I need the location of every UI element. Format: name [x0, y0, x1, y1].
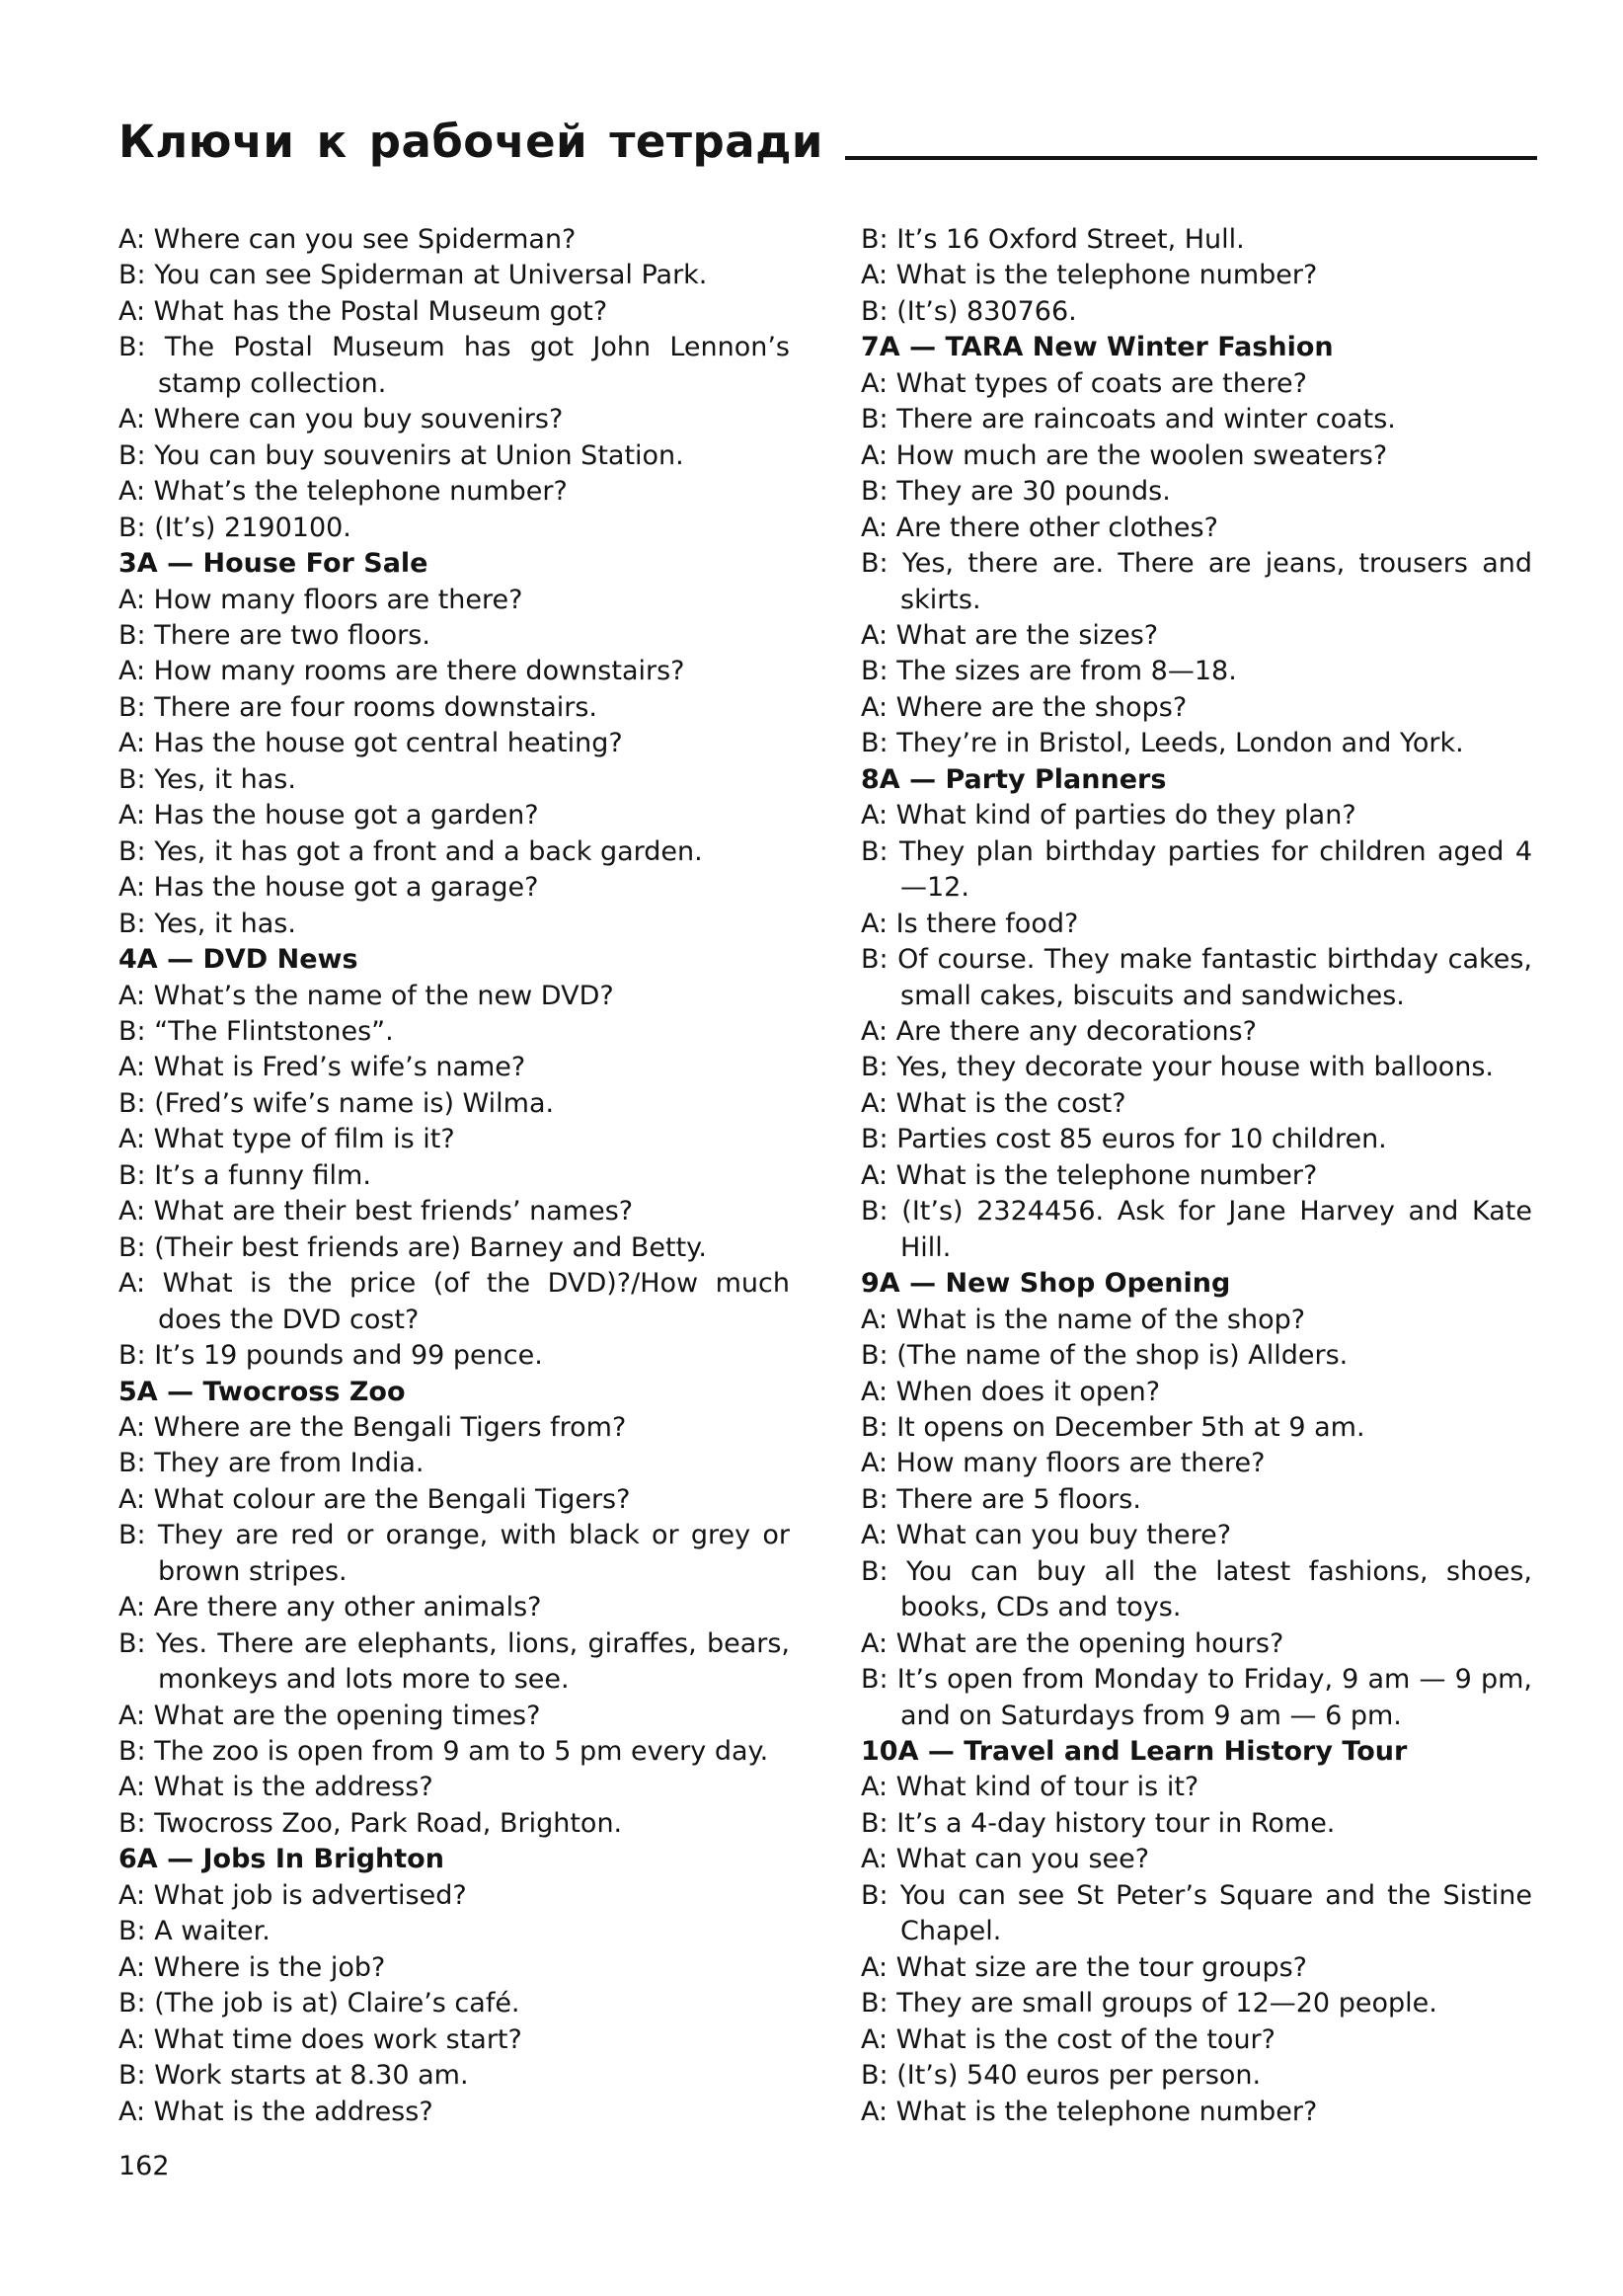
page-title: Ключи к рабочей тетради: [118, 116, 823, 168]
section-heading: 5A — Twocross Zoo: [118, 1376, 406, 1407]
dialogue-line: B: Yes, they decorate your house with balloons.: [861, 1052, 1495, 1083]
dialogue-line: A: Where are the Bengali Tigers from?: [118, 1411, 627, 1443]
dialogue-line: B: (Fred’s wife’s name is) Wilma.: [118, 1087, 555, 1119]
dialogue-line: A: What is the address?: [118, 2096, 433, 2127]
dialogue-line: A: Has the house got central heating?: [118, 728, 623, 759]
dialogue-line: B: It’s open from Monday to Friday, 9 am — 9 pm, and on Saturdays from 9 am — 6 pm.: [861, 1664, 1532, 1731]
dialogue-line: A: What is the cost of the tour?: [861, 2023, 1275, 2055]
title-rule: [845, 156, 1537, 160]
dialogue-line: B: It’s a funny film.: [118, 1159, 371, 1191]
dialogue-line: B: Parties cost 85 euros for 10 children.: [861, 1124, 1387, 1155]
dialogue-line: A: How many rooms are there downstairs?: [118, 656, 685, 687]
dialogue-line: B: (The name of the shop is) Allders.: [861, 1340, 1349, 1372]
dialogue-line: A: What can you buy there?: [861, 1520, 1232, 1551]
dialogue-line: A: What has the Postal Museum got?: [118, 295, 608, 327]
dialogue-line: B: You can see St Peter’s Square and the Sistine Chapel.: [861, 1879, 1532, 1947]
dialogue-line: A: What type of film is it?: [118, 1124, 455, 1155]
dialogue-line: B: You can buy souvenirs at Union Station.: [118, 439, 684, 471]
dialogue-line: B: “The Flintstones”.: [118, 1015, 394, 1047]
dialogue-line: A: Are there any decorations?: [861, 1015, 1257, 1047]
dialogue-line: A: What colour are the Bengali Tigers?: [118, 1483, 631, 1515]
dialogue-line: A: What are the sizes?: [861, 619, 1159, 651]
dialogue-line: A: Where can you buy souvenirs?: [118, 404, 564, 435]
dialogue-line: B: They are small groups of 12—20 people.: [861, 1988, 1437, 2019]
dialogue-line: B: A waiter.: [118, 1916, 270, 1947]
dialogue-line: B: Twocross Zoo, Park Road, Brighton.: [118, 1807, 623, 1839]
dialogue-line: B: They are red or orange, with black or grey or brown stripes.: [118, 1520, 790, 1587]
dialogue-line: B: They’re in Bristol, Leeds, London and York.: [861, 728, 1464, 759]
left-column: [118, 222, 790, 2130]
section-heading: 8A — Party Planners: [861, 763, 1167, 795]
dialogue-line: A: Has the house got a garage?: [118, 872, 539, 904]
section-heading: 4A — DVD News: [118, 944, 358, 976]
dialogue-line: A: What’s the telephone number?: [118, 476, 568, 508]
section-heading: 9A — New Shop Opening: [861, 1268, 1231, 1300]
dialogue-line: B: You can see Spiderman at Universal Park.: [118, 260, 708, 291]
dialogue-line: B: (It’s) 2190100.: [118, 512, 351, 543]
dialogue-line: B: They plan birthday parties for children aged 4—12.: [861, 835, 1532, 904]
dialogue-line: B: It’s a 4-day history tour in Rome.: [861, 1807, 1336, 1839]
dialogue-line: B: Of course. They make fantastic birthday cakes, small cakes, biscuits and sandwiches.: [861, 944, 1532, 1011]
dialogue-line: A: What kind of parties do they plan?: [861, 800, 1356, 831]
dialogue-line: A: What kind of tour is it?: [861, 1772, 1199, 1803]
dialogue-line: B: The sizes are from 8—18.: [861, 656, 1237, 687]
dialogue-line: B: The Postal Museum has got John Lennon’s stamp collection.: [118, 332, 790, 399]
dialogue-line: B: It’s 19 pounds and 99 pence.: [118, 1340, 543, 1372]
dialogue-line: A: Where are the shops?: [861, 691, 1188, 723]
dialogue-line: A: What is the name of the shop?: [861, 1304, 1306, 1335]
dialogue-line: A: What is the telephone number?: [861, 2096, 1318, 2127]
section-heading: 6A — Jobs In Brighton: [118, 1844, 444, 1875]
dialogue-line: A: What can you see?: [861, 1844, 1150, 1875]
dialogue-line: B: Work starts at 8.30 am.: [118, 2060, 469, 2092]
dialogue-line: B: Yes. There are elephants, lions, giraffes, bears, monkeys and lots more to see.: [118, 1627, 790, 1696]
dialogue-line: A: What is the price (of the DVD)?/How much does the DVD cost?: [118, 1268, 790, 1335]
dialogue-line: B: Yes, it has.: [118, 763, 296, 795]
dialogue-line: A: What are the opening hours?: [861, 1627, 1284, 1659]
dialogue-line: B: They are from India.: [118, 1448, 425, 1479]
dialogue-line: A: How many floors are there?: [118, 584, 523, 615]
dialogue-line: A: When does it open?: [861, 1376, 1161, 1407]
dialogue-line: A: Where can you see Spiderman?: [118, 224, 577, 255]
section-heading: 7A — TARA New Winter Fashion: [861, 332, 1334, 363]
dialogue-line: B: It opens on December 5th at 9 am.: [861, 1411, 1365, 1443]
dialogue-line: B: There are 5 floors.: [861, 1483, 1141, 1515]
dialogue-line: A: What time does work start?: [118, 2023, 522, 2055]
dialogue-line: A: Are there any other animals?: [118, 1592, 542, 1623]
dialogue-line: A: Where is the job?: [118, 1951, 386, 1983]
dialogue-line: A: What is the cost?: [861, 1087, 1126, 1119]
dialogue-line: B: They are 30 pounds.: [861, 476, 1171, 508]
dialogue-line: A: Are there other clothes?: [861, 512, 1218, 543]
dialogue-line: B: (It’s) 830766.: [861, 295, 1077, 327]
dialogue-line: A: What is the telephone number?: [861, 260, 1318, 291]
section-heading: 10A — Travel and Learn History Tour: [861, 1736, 1408, 1768]
page-number: 162: [118, 2151, 170, 2181]
dialogue-line: B: Yes, there are. There are jeans, trousers and skirts.: [861, 548, 1532, 615]
dialogue-line: B: There are raincoats and winter coats.: [861, 404, 1396, 435]
dialogue-line: A: How much are the woolen sweaters?: [861, 439, 1388, 471]
dialogue-line: A: What is Fred’s wife’s name?: [118, 1052, 526, 1083]
dialogue-line: B: Yes, it has got a front and a back garden.: [118, 835, 703, 867]
dialogue-line: A: What are their best friends’ names?: [118, 1196, 634, 1227]
dialogue-line: A: Is there food?: [861, 908, 1079, 939]
dialogue-line: A: What is the telephone number?: [861, 1159, 1318, 1191]
dialogue-line: B: (The job is at) Claire’s café.: [118, 1988, 520, 2019]
dialogue-line: A: What types of coats are there?: [861, 367, 1307, 399]
dialogue-line: B: Yes, it has.: [118, 908, 296, 939]
dialogue-line: A: What job is advertised?: [118, 1879, 467, 1911]
dialogue-line: A: How many floors are there?: [861, 1448, 1266, 1479]
dialogue-line: B: (Their best friends are) Barney and Betty.: [118, 1231, 707, 1263]
dialogue-line: A: What is the address?: [118, 1772, 433, 1803]
dialogue-line: B: There are two floors.: [118, 619, 430, 651]
page-header: [118, 109, 1537, 168]
dialogue-line: B: (It’s) 2324456. Ask for Jane Harvey and Kate Hill.: [861, 1196, 1532, 1263]
dialogue-line: B: The zoo is open from 9 am to 5 pm every day.: [118, 1736, 769, 1768]
dialogue-line: B: It’s 16 Oxford Street, Hull.: [861, 224, 1245, 255]
dialogue-line: A: What’s the name of the new DVD?: [118, 980, 614, 1011]
dialogue-line: A: What are the opening times?: [118, 1700, 541, 1731]
dialogue-line: B: You can buy all the latest fashions, shoes, books, CDs and toys.: [861, 1555, 1532, 1623]
section-heading: 3A — House For Sale: [118, 548, 428, 580]
right-column: [861, 222, 1532, 2130]
dialogue-line: A: Has the house got a garden?: [118, 800, 539, 831]
dialogue-line: A: What size are the tour groups?: [861, 1951, 1307, 1983]
dialogue-line: B: (It’s) 540 euros per person.: [861, 2060, 1262, 2092]
dialogue-line: B: There are four rooms downstairs.: [118, 691, 597, 723]
